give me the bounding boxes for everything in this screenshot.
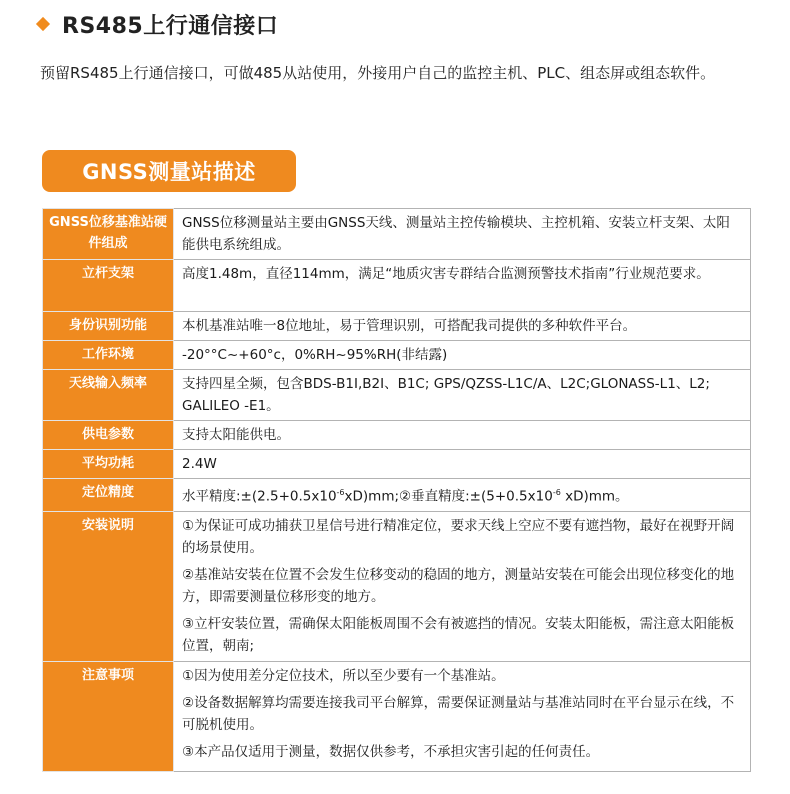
row-label: 平均功耗 bbox=[43, 450, 174, 479]
table-row bbox=[43, 479, 751, 512]
row-value: 支持太阳能供电。 bbox=[174, 421, 751, 450]
row-label: 供电参数 bbox=[43, 421, 174, 450]
gnss-description-banner: GNSS测量站描述 bbox=[42, 150, 296, 192]
intro-paragraph: 预留RS485上行通信接口，可做485从站使用，外接用户自己的监控主机、PLC、组态屏或组态软件。 bbox=[40, 64, 716, 82]
diamond-bullet-icon bbox=[36, 17, 50, 31]
section-header bbox=[38, 6, 278, 42]
table-row bbox=[43, 450, 751, 479]
row-label: 注意事项 bbox=[43, 661, 174, 771]
row-value bbox=[174, 511, 751, 661]
table-row bbox=[43, 370, 751, 421]
list-item: ③本产品仅适用于测量，数据仅供参考，不承担灾害引起的任何责任。 bbox=[182, 743, 600, 760]
spec-table bbox=[42, 208, 751, 772]
table-row bbox=[43, 421, 751, 450]
table-row bbox=[43, 312, 751, 341]
list-item: ②设备数据解算均需要连接我司平台解算，需要保证测量站与基准站同时在平台显示在线，不可脱机使用。 bbox=[182, 694, 735, 733]
row-value: GNSS位移测量站主要由GNSS天线、测量站主控传输模块、主控机箱、安装立杆支架、太阳能供电系统组成。 bbox=[174, 209, 751, 260]
list-item: ③立杆安装位置，需确保太阳能板周围不会有被遮挡的情况。安装太阳能板，需注意太阳能板位置，朝南; bbox=[182, 615, 735, 654]
row-label: 身份识别功能 bbox=[43, 312, 174, 341]
row-label: 天线输入频率 bbox=[43, 370, 174, 421]
row-value: -20°°C~+60°c，0%RH~95%RH(非结露) bbox=[174, 341, 751, 370]
section-title: RS485上行通信接口 bbox=[62, 13, 279, 39]
row-value: 2.4W bbox=[174, 450, 751, 479]
row-value: 支持四星全频，包含BDS-B1I,B2I、B1C; GPS/QZSS-L1C/A、L2C;GLONASS-L1、L2; GALILEO -E1。 bbox=[174, 370, 751, 421]
row-value: 高度1.48m，直径114mm，满足“地质灾害专群结合监测预警技术指南”行业规范要求。 bbox=[174, 260, 751, 312]
list-item: ①因为使用差分定位技术，所以至少要有一个基准站。 bbox=[182, 667, 505, 684]
list-item: ①为保证可成功捕获卫星信号进行精准定位，要求天线上空应不要有遮挡物，最好在视野开阔的场景使用。 bbox=[182, 517, 735, 556]
row-label: 定位精度 bbox=[43, 479, 174, 512]
row-label: GNSS位移基准站硬件组成 bbox=[43, 209, 174, 260]
table-row bbox=[43, 341, 751, 370]
row-value: 本机基准站唯一8位地址，易于管理识别，可搭配我司提供的多种软件平台。 bbox=[174, 312, 751, 341]
row-label: 立杆支架 bbox=[43, 260, 174, 312]
table-row bbox=[43, 209, 751, 260]
table-row bbox=[43, 661, 751, 771]
list-item: ②基准站安装在位置不会发生位移变动的稳固的地方，测量站安装在可能会出现位移变化的地方，即需要测量位移形变的地方。 bbox=[182, 566, 735, 605]
row-label: 安装说明 bbox=[43, 511, 174, 661]
table-row bbox=[43, 260, 751, 312]
row-label: 工作环境 bbox=[43, 341, 174, 370]
row-value: 水平精度$:\pm(2.5+0.5x10^{-6}xD)mm;②$垂直精度$:\pm(5+0.5x10^{-6}$ xD)mm。 bbox=[174, 479, 751, 512]
table-row bbox=[43, 511, 751, 661]
row-value bbox=[174, 661, 751, 771]
